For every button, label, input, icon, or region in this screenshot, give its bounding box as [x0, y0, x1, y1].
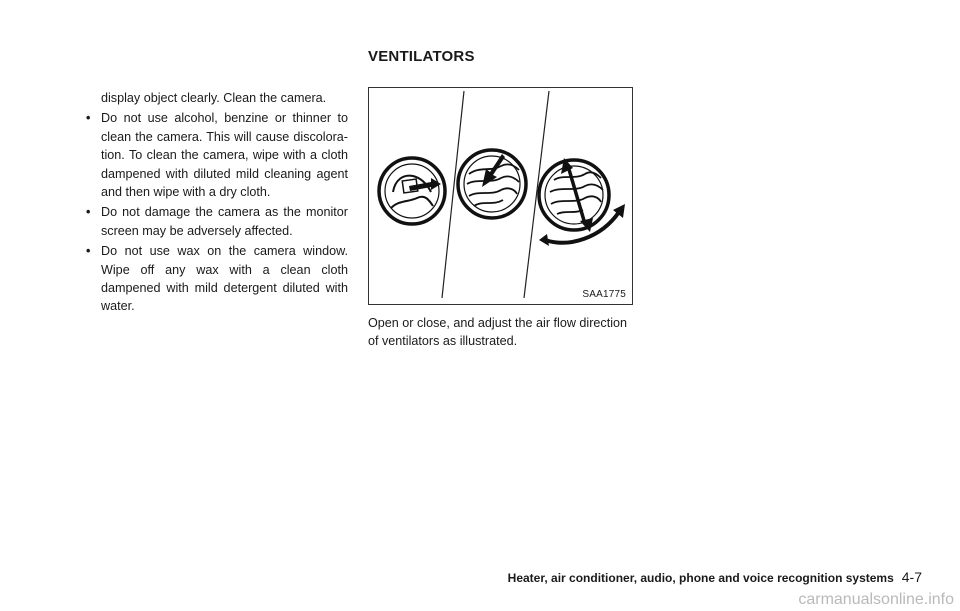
bullet-item	[86, 109, 348, 201]
bullet-glyph: •	[86, 111, 91, 126]
vent-open-close-icon	[379, 158, 445, 224]
figure-code: SAA1775	[582, 289, 626, 300]
ventilator-illustration-svg	[369, 88, 632, 304]
bullet-list	[86, 109, 348, 315]
bullet-item	[86, 203, 348, 240]
bullet-text: Do not damage the camera as the monitor screen may be adversely affected.	[101, 205, 348, 238]
page-number: 4-7	[901, 569, 922, 585]
section-title: VENTILATORS	[368, 48, 475, 65]
bullet-glyph: •	[86, 205, 91, 220]
bullet-item	[86, 242, 348, 316]
vent-adjust-direction-icon	[539, 158, 625, 246]
left-column	[86, 89, 348, 318]
watermark: carmanualsonline.info	[798, 591, 954, 608]
bullet-text: Do not use wax on the camera window. Wipe off any wax with a clean cloth dampened with mild detergent diluted with water.	[101, 244, 348, 314]
bullet-text: Do not use alcohol, benzine or thinner to clean the camera. This will cause discolora-tion. To clean the camera, wipe with a cloth dampened with diluted mild cleaning agent and then wipe with a dry cloth.	[101, 111, 348, 200]
page-footer	[508, 569, 922, 585]
ventilator-illustration	[368, 87, 633, 305]
continued-paragraph: display object clearly. Clean the camera.	[101, 91, 327, 105]
vent-down-arrow-icon	[458, 150, 526, 218]
bullet-glyph: •	[86, 244, 91, 259]
figure-caption: Open or close, and adjust the air flow direction of ventilators as illustrated.	[368, 316, 628, 349]
chapter-title: Heater, air conditioner, audio, phone and voice recognition systems	[507, 571, 894, 585]
